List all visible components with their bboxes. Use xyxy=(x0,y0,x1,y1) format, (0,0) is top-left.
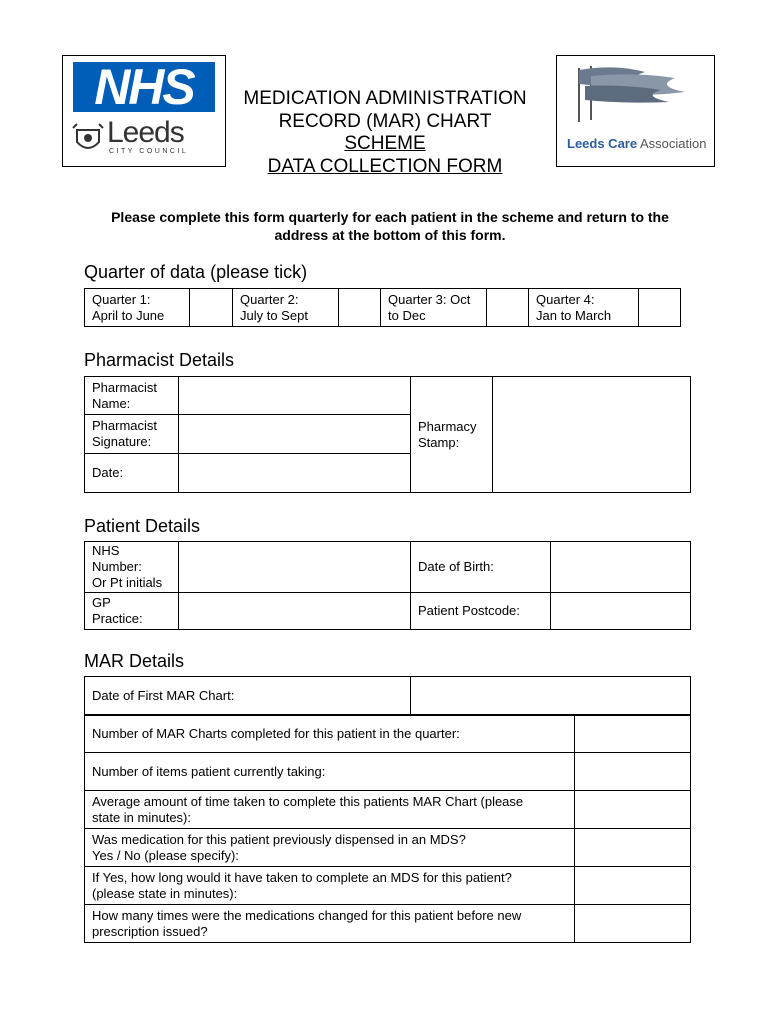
mar-charts-completed-field[interactable] xyxy=(575,715,691,753)
quarter-2-tick-box[interactable] xyxy=(339,289,381,327)
pharmacist-heading: Pharmacist Details xyxy=(84,350,235,370)
lca-logo-bold: Leeds Care xyxy=(567,136,638,151)
first-mar-chart-field[interactable] xyxy=(411,677,691,716)
nhs-number-field[interactable] xyxy=(179,542,411,593)
mar-details-table xyxy=(84,714,691,943)
patient-postcode-label: Patient Postcode: xyxy=(411,593,551,630)
average-time-field[interactable] xyxy=(575,791,691,829)
title-line-3: SCHEME xyxy=(344,133,426,154)
average-time-label: Average amount of time taken to complete this patients MAR Chart (please state in minutes): xyxy=(85,791,575,829)
pharmacist-signature-field[interactable] xyxy=(179,415,411,454)
date-of-birth-field[interactable] xyxy=(551,542,691,593)
mar-heading: MAR Details xyxy=(84,651,185,671)
lca-logo-rest: Association xyxy=(637,136,707,151)
gp-practice-field[interactable] xyxy=(179,593,411,630)
quarter-table xyxy=(84,288,681,327)
nhs-number-label: NHS Number: Or Pt initials xyxy=(85,542,179,593)
mds-time-field[interactable] xyxy=(575,867,691,905)
date-of-birth-label: Date of Birth: xyxy=(411,542,551,593)
medication-changes-field[interactable] xyxy=(575,905,691,943)
city-council-label: CITY COUNCIL xyxy=(109,148,189,155)
quarter-4-label: Quarter 4: Jan to March xyxy=(529,289,639,327)
quarter-2-label: Quarter 2: July to Sept xyxy=(233,289,339,327)
quarter-3-tick-box[interactable] xyxy=(487,289,529,327)
page-title xyxy=(220,88,550,178)
pharmacist-name-field[interactable] xyxy=(179,377,411,415)
medication-changes-label: How many times were the medications changed for this patient before new prescription issued? xyxy=(85,905,575,943)
quarter-4-tick-box[interactable] xyxy=(639,289,681,327)
patient-heading: Patient Details xyxy=(84,516,201,536)
lca-logo xyxy=(567,136,706,151)
nhs-leeds-logo-box xyxy=(62,55,226,167)
pharmacy-stamp-label: Pharmacy Stamp: xyxy=(411,377,493,493)
patient-table xyxy=(84,541,691,630)
first-mar-chart-label: Date of First MAR Chart: xyxy=(85,677,411,716)
pharmacist-signature-label: Pharmacist Signature: xyxy=(85,415,179,454)
gp-practice-label: GP Practice: xyxy=(85,593,179,630)
mds-time-label: If Yes, how long would it have taken to complete an MDS for this patient? (please state in minutes): xyxy=(85,867,575,905)
pharmacist-date-field[interactable] xyxy=(179,454,411,493)
quarter-1-label: Quarter 1: April to June xyxy=(85,289,190,327)
pharmacist-name-label: Pharmacist Name: xyxy=(85,377,179,415)
patient-postcode-field[interactable] xyxy=(551,593,691,630)
previous-mds-field[interactable] xyxy=(575,829,691,867)
leeds-crest-icon xyxy=(71,122,105,156)
title-line-1: MEDICATION ADMINISTRATION xyxy=(243,88,527,109)
items-taking-field[interactable] xyxy=(575,753,691,791)
leeds-logo: Leeds xyxy=(107,116,184,149)
instruction-text: Please complete this form quarterly for each patient in the scheme and return to the address at the bottom of this form. xyxy=(111,209,669,243)
title-line-4: DATA COLLECTION FORM xyxy=(267,155,503,177)
quarter-3-label: Quarter 3: Oct to Dec xyxy=(381,289,487,327)
quarter-heading: Quarter of data (please tick) xyxy=(84,262,308,282)
items-taking-label: Number of items patient currently taking: xyxy=(85,753,575,791)
previous-mds-label: Was medication for this patient previously dispensed in an MDS? Yes / No (please specify): xyxy=(85,829,575,867)
lca-logo-box xyxy=(556,55,715,167)
quarter-1-tick-box[interactable] xyxy=(190,289,233,327)
nhs-logo: NHS xyxy=(73,62,215,112)
pharmacy-stamp-field[interactable] xyxy=(493,377,691,493)
mar-first-chart-table xyxy=(84,676,691,716)
pharmacist-table xyxy=(84,376,691,493)
mar-charts-completed-label: Number of MAR Charts completed for this patient in the quarter: xyxy=(85,715,575,753)
flags-icon xyxy=(565,62,695,124)
pharmacist-date-label: Date: xyxy=(85,454,179,493)
title-line-2: RECORD (MAR) CHART xyxy=(278,110,492,132)
